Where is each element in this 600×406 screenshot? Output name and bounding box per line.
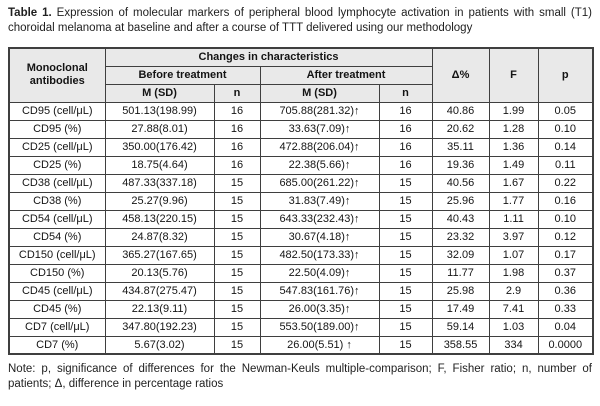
- table-body: [9, 102, 593, 354]
- table-row: [9, 228, 593, 246]
- cell-delta: 25.96: [432, 192, 489, 210]
- header-f: F: [489, 48, 538, 102]
- cell-after_n: 15: [379, 264, 432, 282]
- cell-before_m: 501.13(198.99): [105, 102, 214, 120]
- cell-p: 0.17: [538, 246, 593, 264]
- cell-after_n: 15: [379, 174, 432, 192]
- cell-after_n: 15: [379, 228, 432, 246]
- cell-p: 0.37: [538, 264, 593, 282]
- cell-before_m: 18.75(4.64): [105, 156, 214, 174]
- cell-before_n: 15: [214, 264, 260, 282]
- cell-antibody: CD38 (cell/μL): [9, 174, 105, 192]
- table-row: [9, 210, 593, 228]
- table-row: [9, 156, 593, 174]
- cell-p: 0.10: [538, 210, 593, 228]
- cell-after_n: 15: [379, 336, 432, 354]
- table-footnote: Note: p, significance of differences for the Newman-Keuls multiple-comparison; F, Fisher ratio; n, number of patients; Δ, difference in percentage ratios: [8, 363, 592, 390]
- cell-f: 1.49: [489, 156, 538, 174]
- table-row: [9, 174, 593, 192]
- cell-f: 1.98: [489, 264, 538, 282]
- table-caption-text: Expression of molecular markers of peripheral blood lymphocyte activation in patients with small (T1) choroidal melanoma at baseline and after a course of TTT delivered using our methodology: [8, 7, 592, 34]
- cell-antibody: CD150 (%): [9, 264, 105, 282]
- cell-f: 1.07: [489, 246, 538, 264]
- header-changes-in-characteristics: Changes in characteristics: [105, 48, 432, 66]
- header-m-sd-before: M (SD): [105, 84, 214, 102]
- header-m-sd-after: M (SD): [260, 84, 379, 102]
- cell-after_n: 16: [379, 156, 432, 174]
- cell-delta: 20.62: [432, 120, 489, 138]
- header-row-1: [9, 48, 593, 66]
- cell-p: 0.33: [538, 300, 593, 318]
- cell-before_m: 434.87(275.47): [105, 282, 214, 300]
- cell-before_m: 20.13(5.76): [105, 264, 214, 282]
- cell-after_m: 30.67(4.18)↑: [260, 228, 379, 246]
- cell-before_n: 15: [214, 174, 260, 192]
- cell-antibody: CD7 (%): [9, 336, 105, 354]
- cell-p: 0.04: [538, 318, 593, 336]
- cell-delta: 40.43: [432, 210, 489, 228]
- table-header: [9, 48, 593, 102]
- header-after-treatment: After treatment: [260, 66, 432, 84]
- cell-after_n: 15: [379, 282, 432, 300]
- cell-after_m: 26.00(5.51) ↑: [260, 336, 379, 354]
- cell-antibody: CD95 (%): [9, 120, 105, 138]
- cell-before_m: 365.27(167.65): [105, 246, 214, 264]
- cell-after_m: 547.83(161.76)↑: [260, 282, 379, 300]
- table-caption: [8, 6, 592, 36]
- cell-delta: 25.98: [432, 282, 489, 300]
- cell-p: 0.0000: [538, 336, 593, 354]
- header-delta-percent: Δ%: [432, 48, 489, 102]
- cell-delta: 17.49: [432, 300, 489, 318]
- cell-p: 0.14: [538, 138, 593, 156]
- cell-before_n: 15: [214, 300, 260, 318]
- cell-f: 7.41: [489, 300, 538, 318]
- cell-f: 334: [489, 336, 538, 354]
- cell-delta: 40.56: [432, 174, 489, 192]
- cell-before_m: 27.88(8.01): [105, 120, 214, 138]
- table-row: [9, 300, 593, 318]
- cell-after_m: 472.88(206.04)↑: [260, 138, 379, 156]
- cell-delta: 19.36: [432, 156, 489, 174]
- table-row: [9, 336, 593, 354]
- header-n-after: n: [379, 84, 432, 102]
- cell-after_m: 643.33(232.43)↑: [260, 210, 379, 228]
- cell-after_n: 16: [379, 138, 432, 156]
- cell-f: 1.67: [489, 174, 538, 192]
- table-row: [9, 138, 593, 156]
- cell-after_m: 482.50(173.33)↑: [260, 246, 379, 264]
- cell-delta: 23.32: [432, 228, 489, 246]
- cell-before_n: 15: [214, 246, 260, 264]
- cell-after_n: 15: [379, 210, 432, 228]
- cell-delta: 40.86: [432, 102, 489, 120]
- cell-antibody: CD54 (cell/μL): [9, 210, 105, 228]
- markers-table: [8, 47, 594, 355]
- cell-delta: 35.11: [432, 138, 489, 156]
- cell-p: 0.11: [538, 156, 593, 174]
- cell-p: 0.36: [538, 282, 593, 300]
- cell-before_n: 15: [214, 210, 260, 228]
- cell-after_m: 705.88(281.32)↑: [260, 102, 379, 120]
- cell-before_n: 15: [214, 192, 260, 210]
- cell-after_n: 15: [379, 318, 432, 336]
- table-row: [9, 282, 593, 300]
- cell-before_m: 25.27(9.96): [105, 192, 214, 210]
- table-row: [9, 102, 593, 120]
- cell-f: 1.11: [489, 210, 538, 228]
- cell-before_m: 487.33(337.18): [105, 174, 214, 192]
- cell-before_n: 15: [214, 282, 260, 300]
- header-monoclonal-antibodies: Monoclonal antibodies: [9, 48, 105, 102]
- cell-after_m: 553.50(189.00)↑: [260, 318, 379, 336]
- cell-before_n: 16: [214, 156, 260, 174]
- table-row: [9, 192, 593, 210]
- cell-after_m: 685.00(261.22)↑: [260, 174, 379, 192]
- cell-before_m: 5.67(3.02): [105, 336, 214, 354]
- cell-antibody: CD25 (cell/μL): [9, 138, 105, 156]
- cell-after_m: 26.00(3.35)↑: [260, 300, 379, 318]
- cell-antibody: CD7 (cell/μL): [9, 318, 105, 336]
- cell-p: 0.22: [538, 174, 593, 192]
- cell-p: 0.16: [538, 192, 593, 210]
- cell-before_n: 15: [214, 318, 260, 336]
- cell-after_m: 33.63(7.09)↑: [260, 120, 379, 138]
- cell-antibody: CD38 (%): [9, 192, 105, 210]
- cell-f: 1.99: [489, 102, 538, 120]
- cell-p: 0.05: [538, 102, 593, 120]
- cell-f: 1.36: [489, 138, 538, 156]
- cell-after_n: 15: [379, 192, 432, 210]
- header-before-treatment: Before treatment: [105, 66, 260, 84]
- cell-after_m: 22.38(5.66)↑: [260, 156, 379, 174]
- cell-before_m: 22.13(9.11): [105, 300, 214, 318]
- cell-delta: 358.55: [432, 336, 489, 354]
- cell-p: 0.10: [538, 120, 593, 138]
- cell-antibody: CD45 (cell/μL): [9, 282, 105, 300]
- table-caption-label: Table 1.: [8, 7, 52, 19]
- header-n-before: n: [214, 84, 260, 102]
- cell-delta: 59.14: [432, 318, 489, 336]
- cell-f: 1.03: [489, 318, 538, 336]
- table-row: [9, 120, 593, 138]
- cell-f: 3.97: [489, 228, 538, 246]
- cell-f: 2.9: [489, 282, 538, 300]
- cell-after_n: 16: [379, 120, 432, 138]
- cell-before_m: 350.00(176.42): [105, 138, 214, 156]
- table-row: [9, 264, 593, 282]
- cell-antibody: CD25 (%): [9, 156, 105, 174]
- table-row: [9, 318, 593, 336]
- cell-antibody: CD95 (cell/μL): [9, 102, 105, 120]
- cell-p: 0.12: [538, 228, 593, 246]
- cell-after_m: 31.83(7.49)↑: [260, 192, 379, 210]
- table-row: [9, 246, 593, 264]
- cell-f: 1.77: [489, 192, 538, 210]
- cell-before_n: 15: [214, 336, 260, 354]
- cell-after_n: 16: [379, 102, 432, 120]
- cell-before_n: 16: [214, 120, 260, 138]
- cell-before_n: 16: [214, 138, 260, 156]
- cell-f: 1.28: [489, 120, 538, 138]
- cell-antibody: CD150 (cell/μL): [9, 246, 105, 264]
- header-p: p: [538, 48, 593, 102]
- cell-antibody: CD45 (%): [9, 300, 105, 318]
- cell-before_n: 16: [214, 102, 260, 120]
- cell-after_n: 15: [379, 300, 432, 318]
- cell-delta: 11.77: [432, 264, 489, 282]
- cell-after_n: 15: [379, 246, 432, 264]
- cell-before_m: 458.13(220.15): [105, 210, 214, 228]
- cell-before_n: 15: [214, 228, 260, 246]
- cell-after_m: 22.50(4.09)↑: [260, 264, 379, 282]
- cell-delta: 32.09: [432, 246, 489, 264]
- cell-before_m: 347.80(192.23): [105, 318, 214, 336]
- cell-antibody: CD54 (%): [9, 228, 105, 246]
- cell-before_m: 24.87(8.32): [105, 228, 214, 246]
